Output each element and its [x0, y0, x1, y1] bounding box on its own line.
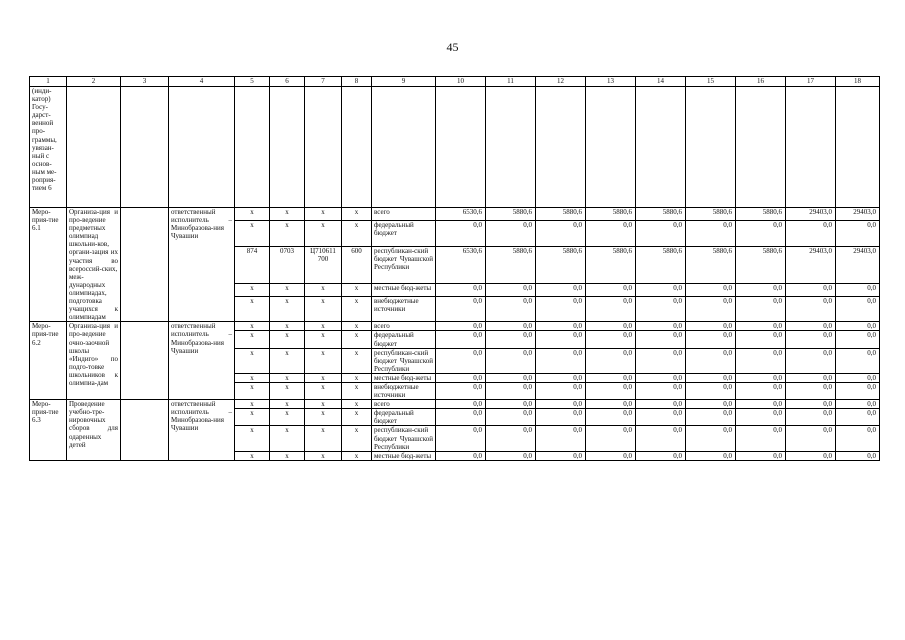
grbs-code: x	[235, 297, 270, 322]
value-cell: 5880,6	[686, 208, 736, 221]
value-cell: 0,0	[786, 409, 836, 426]
funding-source: республикан-ский бюджет Чувашской Республики	[372, 246, 436, 283]
column-number: 7	[305, 77, 342, 87]
value-cell: 0,0	[536, 221, 586, 246]
measure-name: Проведение учебно-тре-нировочных сборов для одаренных детей	[67, 400, 121, 461]
value-cell: 0,0	[836, 400, 880, 409]
value-cell: 0,0	[536, 400, 586, 409]
expense-type-code: x	[342, 322, 372, 331]
empty-cell	[121, 322, 169, 400]
value-cell: 0,0	[686, 373, 736, 382]
value-cell: 0,0	[486, 331, 536, 348]
target-article-code: x	[305, 297, 342, 322]
value-cell: 0,0	[836, 348, 880, 373]
section-code: x	[270, 451, 305, 460]
value-cell: 0,0	[686, 283, 736, 296]
value-cell: 0,0	[736, 322, 786, 331]
empty-cell	[121, 400, 169, 461]
value-cell: 0,0	[586, 373, 636, 382]
funding-source: республикан-ский бюджет Чувашской Республики	[372, 348, 436, 373]
section-code: x	[270, 400, 305, 409]
value-cell: 0,0	[536, 451, 586, 460]
value-cell: 0,0	[786, 322, 836, 331]
value-cell: 0,0	[786, 283, 836, 296]
target-article-code: x	[305, 409, 342, 426]
funding-source: местные бюд-жеты	[372, 283, 436, 296]
value-cell: 0,0	[786, 400, 836, 409]
value-cell: 0,0	[636, 297, 686, 322]
section-code: x	[270, 331, 305, 348]
value-cell: 0,0	[486, 451, 536, 460]
table-row	[30, 322, 880, 331]
value-cell: 0,0	[436, 221, 486, 246]
funding-source: внебюджетные источники	[372, 382, 436, 399]
value-cell: 0,0	[786, 426, 836, 451]
expense-type-code: x	[342, 409, 372, 426]
column-number: 6	[270, 77, 305, 87]
funding-source: внебюджетные источники	[372, 297, 436, 322]
value-cell: 0,0	[586, 451, 636, 460]
funding-source: федеральный бюджет	[372, 221, 436, 246]
value-cell: 0,0	[836, 297, 880, 322]
value-cell: 5880,6	[636, 246, 686, 283]
value-cell: 0,0	[636, 373, 686, 382]
funding-source: республикан-ский бюджет Чувашской Республики	[372, 426, 436, 451]
value-cell: 0,0	[736, 400, 786, 409]
section-code: x	[270, 208, 305, 221]
value-cell: 0,0	[736, 426, 786, 451]
section-code: x	[270, 221, 305, 246]
grbs-code: x	[235, 382, 270, 399]
value-cell: 0,0	[536, 409, 586, 426]
value-cell: 0,0	[486, 382, 536, 399]
grbs-code: x	[235, 221, 270, 246]
section-code: x	[270, 373, 305, 382]
column-number: 1	[30, 77, 67, 87]
value-cell: 0,0	[686, 331, 736, 348]
value-cell: 0,0	[636, 409, 686, 426]
value-cell: 0,0	[436, 322, 486, 331]
value-cell: 0,0	[836, 382, 880, 399]
section-code: x	[270, 322, 305, 331]
value-cell: 0,0	[586, 283, 636, 296]
expense-type-code: x	[342, 400, 372, 409]
value-cell: 0,0	[586, 400, 636, 409]
value-cell: 0,0	[536, 426, 586, 451]
value-cell: 0,0	[686, 221, 736, 246]
target-article-code: Ц710611 700	[305, 246, 342, 283]
grbs-code: x	[235, 400, 270, 409]
value-cell: 0,0	[486, 426, 536, 451]
value-cell: 0,0	[636, 400, 686, 409]
value-cell: 5880,6	[486, 246, 536, 283]
value-cell: 0,0	[536, 283, 586, 296]
column-number: 4	[169, 77, 235, 87]
value-cell: 0,0	[486, 221, 536, 246]
target-article-code: x	[305, 451, 342, 460]
grbs-code: x	[235, 331, 270, 348]
value-cell: 0,0	[536, 373, 586, 382]
value-cell: 0,0	[486, 322, 536, 331]
value-cell: 0,0	[686, 322, 736, 331]
value-cell: 0,0	[686, 409, 736, 426]
expense-type-code: 600	[342, 246, 372, 283]
value-cell: 0,0	[686, 451, 736, 460]
target-article-code: x	[305, 322, 342, 331]
column-number: 16	[736, 77, 786, 87]
expense-type-code: x	[342, 426, 372, 451]
value-cell: 0,0	[536, 382, 586, 399]
value-cell: 0,0	[436, 409, 486, 426]
value-cell: 0,0	[436, 297, 486, 322]
value-cell: 0,0	[736, 373, 786, 382]
value-cell: 0,0	[436, 426, 486, 451]
value-cell: 0,0	[536, 297, 586, 322]
column-number: 12	[536, 77, 586, 87]
measure-label: Меро-прия-тие 6.1	[30, 208, 67, 322]
column-number: 9	[372, 77, 436, 87]
value-cell: 0,0	[436, 348, 486, 373]
value-cell: 0,0	[736, 331, 786, 348]
section-code: 0703	[270, 246, 305, 283]
value-cell: 29403,0	[836, 246, 880, 283]
value-cell: 5880,6	[736, 246, 786, 283]
value-cell: 5880,6	[536, 208, 586, 221]
expense-type-code: x	[342, 331, 372, 348]
value-cell: 0,0	[436, 373, 486, 382]
funding-source: всего	[372, 322, 436, 331]
value-cell: 29403,0	[786, 208, 836, 221]
value-cell: 0,0	[836, 331, 880, 348]
expense-type-code: x	[342, 348, 372, 373]
table-row	[30, 208, 880, 221]
budget-table	[29, 76, 880, 461]
value-cell: 0,0	[836, 409, 880, 426]
value-cell: 0,0	[736, 409, 786, 426]
value-cell: 0,0	[436, 400, 486, 409]
value-cell: 0,0	[686, 297, 736, 322]
measure-executor: ответственный исполнитель – Минобразова-ния Чувашии	[169, 400, 235, 461]
value-cell: 0,0	[836, 221, 880, 246]
value-cell: 0,0	[536, 322, 586, 331]
value-cell: 0,0	[636, 331, 686, 348]
value-cell: 0,0	[586, 297, 636, 322]
value-cell: 0,0	[786, 331, 836, 348]
value-cell: 0,0	[836, 373, 880, 382]
target-article-code: x	[305, 208, 342, 221]
column-number: 11	[486, 77, 536, 87]
section-code: x	[270, 409, 305, 426]
value-cell: 0,0	[436, 283, 486, 296]
expense-type-code: x	[342, 373, 372, 382]
section-code: x	[270, 283, 305, 296]
section-code: x	[270, 348, 305, 373]
value-cell: 0,0	[486, 348, 536, 373]
value-cell: 5880,6	[486, 208, 536, 221]
column-number-row	[30, 77, 880, 87]
value-cell: 0,0	[836, 426, 880, 451]
value-cell: 0,0	[486, 283, 536, 296]
value-cell: 0,0	[686, 382, 736, 399]
target-article-code: x	[305, 331, 342, 348]
target-article-code: x	[305, 283, 342, 296]
value-cell: 0,0	[436, 382, 486, 399]
value-cell: 0,0	[436, 331, 486, 348]
column-number: 5	[235, 77, 270, 87]
expense-type-code: x	[342, 221, 372, 246]
column-number: 10	[436, 77, 486, 87]
value-cell: 0,0	[836, 451, 880, 460]
value-cell: 29403,0	[836, 208, 880, 221]
funding-source: федеральный бюджет	[372, 409, 436, 426]
value-cell: 0,0	[536, 348, 586, 373]
empty-cell	[121, 208, 169, 322]
grbs-code: x	[235, 348, 270, 373]
value-cell: 0,0	[636, 322, 686, 331]
value-cell: 0,0	[836, 322, 880, 331]
target-article-code: x	[305, 400, 342, 409]
funding-source: всего	[372, 208, 436, 221]
continuation-label: (инди-катор) Госу-дарст-венной про-граммы, увязан-ный с основ-ным ме-роприя-тием 6	[30, 87, 67, 208]
value-cell: 0,0	[586, 409, 636, 426]
value-cell: 6530,6	[436, 246, 486, 283]
value-cell: 0,0	[736, 451, 786, 460]
value-cell: 0,0	[786, 451, 836, 460]
value-cell: 5880,6	[686, 246, 736, 283]
value-cell: 0,0	[586, 426, 636, 451]
column-number: 18	[836, 77, 880, 87]
expense-type-code: x	[342, 451, 372, 460]
grbs-code: x	[235, 283, 270, 296]
funding-source: федеральный бюджет	[372, 331, 436, 348]
value-cell: 0,0	[836, 283, 880, 296]
measure-executor: ответственный исполнитель – Минобразова-ния Чувашии	[169, 322, 235, 400]
value-cell: 0,0	[736, 221, 786, 246]
measure-label: Меро-прия-тие 6.2	[30, 322, 67, 400]
column-number: 3	[121, 77, 169, 87]
grbs-code: x	[235, 322, 270, 331]
value-cell: 0,0	[736, 283, 786, 296]
funding-source: местные бюд-жеты	[372, 373, 436, 382]
value-cell: 0,0	[786, 373, 836, 382]
value-cell: 0,0	[486, 400, 536, 409]
value-cell: 0,0	[736, 348, 786, 373]
value-cell: 0,0	[786, 348, 836, 373]
funding-source: местные бюд-жеты	[372, 451, 436, 460]
value-cell: 0,0	[586, 348, 636, 373]
column-number: 14	[636, 77, 686, 87]
target-article-code: x	[305, 373, 342, 382]
grbs-code: x	[235, 208, 270, 221]
measure-name: Организа-ция и про-ведение предметных олимпиад школьни-ков, органи-зация их участия во всероссий-ских, меж-дународных олимпиадах, подготовка учащихся к олимпиадам	[67, 208, 121, 322]
expense-type-code: x	[342, 297, 372, 322]
expense-type-code: x	[342, 382, 372, 399]
column-number: 17	[786, 77, 836, 87]
section-code: x	[270, 426, 305, 451]
table-row	[30, 400, 880, 409]
value-cell: 5880,6	[736, 208, 786, 221]
column-number: 2	[67, 77, 121, 87]
column-number: 8	[342, 77, 372, 87]
value-cell: 0,0	[636, 283, 686, 296]
page-number: 45	[446, 40, 459, 54]
value-cell: 0,0	[486, 373, 536, 382]
value-cell: 0,0	[586, 382, 636, 399]
grbs-code: x	[235, 451, 270, 460]
target-article-code: x	[305, 348, 342, 373]
measure-name: Организа-ция и про-ведение очно-заочной школы «Индиго» по подго-товке школьников к олимпиа-дам	[67, 322, 121, 400]
column-number: 13	[586, 77, 636, 87]
value-cell: 0,0	[786, 382, 836, 399]
value-cell: 0,0	[636, 348, 686, 373]
grbs-code: x	[235, 426, 270, 451]
value-cell: 0,0	[436, 451, 486, 460]
value-cell: 6530,6	[436, 208, 486, 221]
value-cell: 29403,0	[786, 246, 836, 283]
value-cell: 0,0	[486, 297, 536, 322]
grbs-code: x	[235, 409, 270, 426]
grbs-code: 874	[235, 246, 270, 283]
measure-executor: ответственный исполнитель – Минобразова-ния Чувашии	[169, 208, 235, 322]
value-cell: 0,0	[736, 382, 786, 399]
value-cell: 0,0	[586, 331, 636, 348]
value-cell: 0,0	[786, 297, 836, 322]
value-cell: 0,0	[686, 348, 736, 373]
target-article-code: x	[305, 426, 342, 451]
value-cell: 0,0	[586, 322, 636, 331]
column-number: 15	[686, 77, 736, 87]
value-cell: 0,0	[586, 221, 636, 246]
value-cell: 0,0	[536, 331, 586, 348]
value-cell: 0,0	[786, 221, 836, 246]
value-cell: 0,0	[686, 400, 736, 409]
target-article-code: x	[305, 382, 342, 399]
section-code: x	[270, 297, 305, 322]
value-cell: 0,0	[636, 426, 686, 451]
continuation-row	[30, 87, 880, 208]
grbs-code: x	[235, 373, 270, 382]
value-cell: 0,0	[636, 221, 686, 246]
value-cell: 5880,6	[636, 208, 686, 221]
funding-source: всего	[372, 400, 436, 409]
expense-type-code: x	[342, 208, 372, 221]
section-code: x	[270, 382, 305, 399]
value-cell: 0,0	[736, 297, 786, 322]
expense-type-code: x	[342, 283, 372, 296]
value-cell: 5880,6	[586, 246, 636, 283]
value-cell: 0,0	[636, 382, 686, 399]
value-cell: 0,0	[486, 409, 536, 426]
value-cell: 0,0	[636, 451, 686, 460]
measure-label: Меро-прия-тие 6.3	[30, 400, 67, 461]
target-article-code: x	[305, 221, 342, 246]
value-cell: 0,0	[686, 426, 736, 451]
value-cell: 5880,6	[586, 208, 636, 221]
value-cell: 5880,6	[536, 246, 586, 283]
